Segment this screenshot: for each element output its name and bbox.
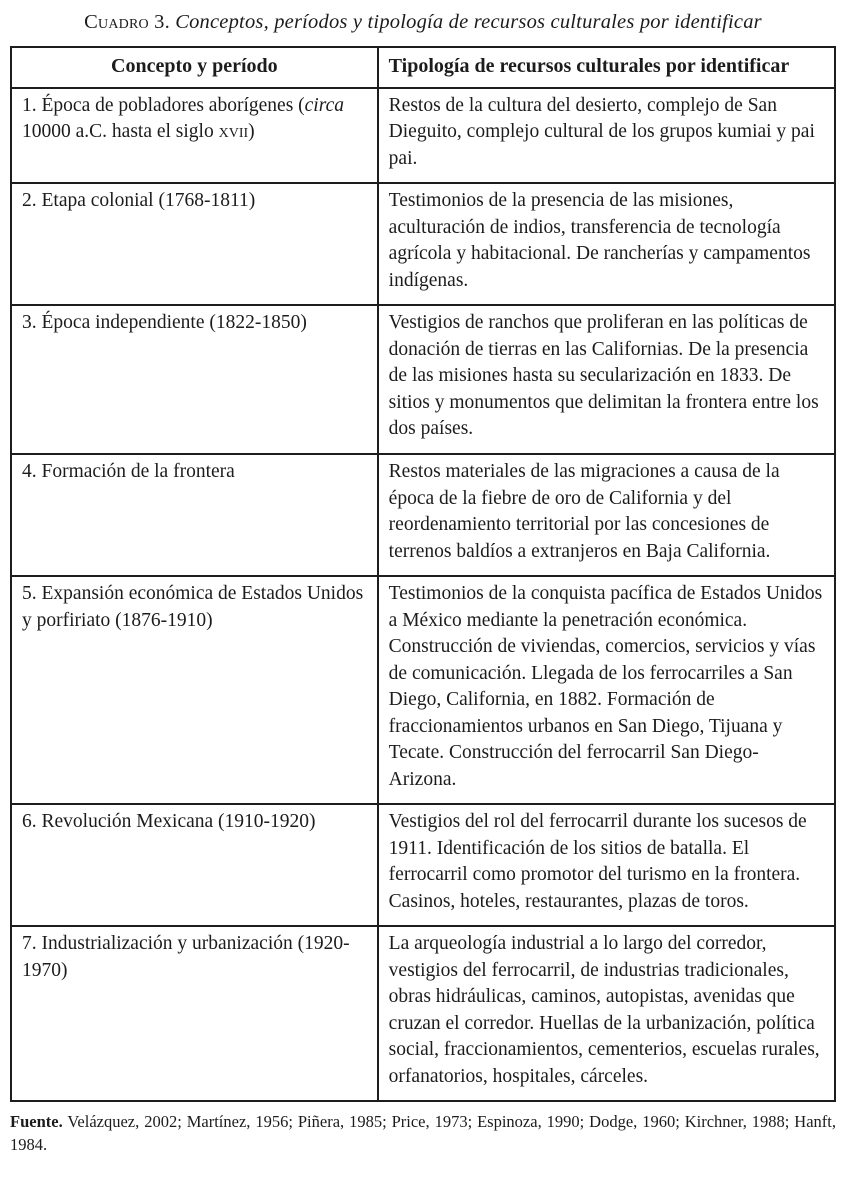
source-text: Velázquez, 2002; Martínez, 1956; Piñera, 1985; Price, 1973; Espinoza, 1990; Dodge, 1960; Kirchner, 1988; Hanft, 1984. bbox=[10, 1112, 836, 1155]
table-body bbox=[11, 88, 835, 1102]
table-header bbox=[11, 47, 835, 88]
typology-cell-4: Restos materiales de las migraciones a causa de la época de la fiebre de oro de California y del reordenamiento territorial por las concesiones de terrenos baldíos a extranjeros en Baja California. bbox=[378, 454, 835, 576]
table-row-2 bbox=[11, 183, 835, 305]
title-text: Conceptos, períodos y tipología de recursos culturales por identificar bbox=[175, 11, 762, 33]
typology-cell-6: Vestigios del rol del ferrocarril durante los sucesos de 1911. Identificación de los sitios de batalla. El ferrocarril como promotor del turismo en la frontera. Casinos, hoteles, restaurantes, plazas de toros. bbox=[378, 804, 835, 926]
table-row-4 bbox=[11, 454, 835, 576]
typology-cell-1: Restos de la cultura del desierto, complejo de San Dieguito, complejo cultural de los grupos kumiai y pai pai. bbox=[378, 88, 835, 184]
title-caption-number: 3. bbox=[148, 11, 176, 33]
table-row-6 bbox=[11, 804, 835, 926]
source-label: Fuente. bbox=[10, 1112, 63, 1132]
table-row-1 bbox=[11, 88, 835, 184]
source-note bbox=[10, 1110, 836, 1156]
concept-cell-7: 7. Industrialización y urbanización (1920-1970) bbox=[11, 926, 378, 1101]
typology-cell-5: Testimonios de la conquista pacífica de Estados Unidos a México mediante la penetración económica. Construcción de viviendas, comercios, servicios y vías de comunicación. Llegada de los ferrocarriles a San Diego, California, en 1882. Formación de fraccionamientos urbanos en San Diego, Tijuana y Tecate. Construcción del ferrocarril San Diego-Arizona. bbox=[378, 576, 835, 804]
title-caption-label: Cuadro bbox=[84, 11, 149, 33]
concept-text-italic: circa bbox=[304, 94, 344, 116]
typology-cell-2: Testimonios de la presencia de las misiones, aculturación de indios, transferencia de tecnología agrícola y habitacional. De rancherías y campamentos indígenas. bbox=[378, 183, 835, 305]
table-row-3 bbox=[11, 305, 835, 454]
header-cell-typology: Tipología de recursos culturales por identificar bbox=[378, 47, 835, 88]
concept-cell-2: 2. Etapa colonial (1768-1811) bbox=[11, 183, 378, 305]
concept-text-suffix: ) bbox=[248, 121, 255, 143]
table-row-5 bbox=[11, 576, 835, 804]
concept-text-smallcaps: xvii bbox=[218, 121, 249, 143]
cultural-resources-table bbox=[10, 46, 836, 1103]
concept-cell-1 bbox=[11, 88, 378, 184]
concept-cell-6: 6. Revolución Mexicana (1910-1920) bbox=[11, 804, 378, 926]
concept-text-prefix: 1. Época de pobladores aborígenes ( bbox=[22, 94, 305, 116]
concept-cell-3: 3. Época independiente (1822-1850) bbox=[11, 305, 378, 454]
typology-cell-3: Vestigios de ranchos que proliferan en las políticas de donación de tierras en las Californias. De la presencia de las misiones hasta su secularización en 1833. De sitios y monumentos que delimitan la frontera entre los dos países. bbox=[378, 305, 835, 454]
page-title bbox=[10, 10, 836, 36]
concept-text-middle: 10000 a.C. hasta el siglo bbox=[22, 121, 219, 143]
table-row-7 bbox=[11, 926, 835, 1101]
concept-cell-4: 4. Formación de la frontera bbox=[11, 454, 378, 576]
concept-cell-5: 5. Expansión económica de Estados Unidos y porfiriato (1876-1910) bbox=[11, 576, 378, 804]
header-cell-concept: Concepto y período bbox=[11, 47, 378, 88]
header-row bbox=[11, 47, 835, 88]
typology-cell-7: La arqueología industrial a lo largo del corredor, vestigios del ferrocarril, de industrias tradicionales, obras hidráulicas, caminos, autopistas, avenidas que cruzan el corredor. Huellas de la urbanización, política social, fraccionamientos, cementerios, escuelas rurales, orfanatorios, hospitales, cárceles. bbox=[378, 926, 835, 1101]
